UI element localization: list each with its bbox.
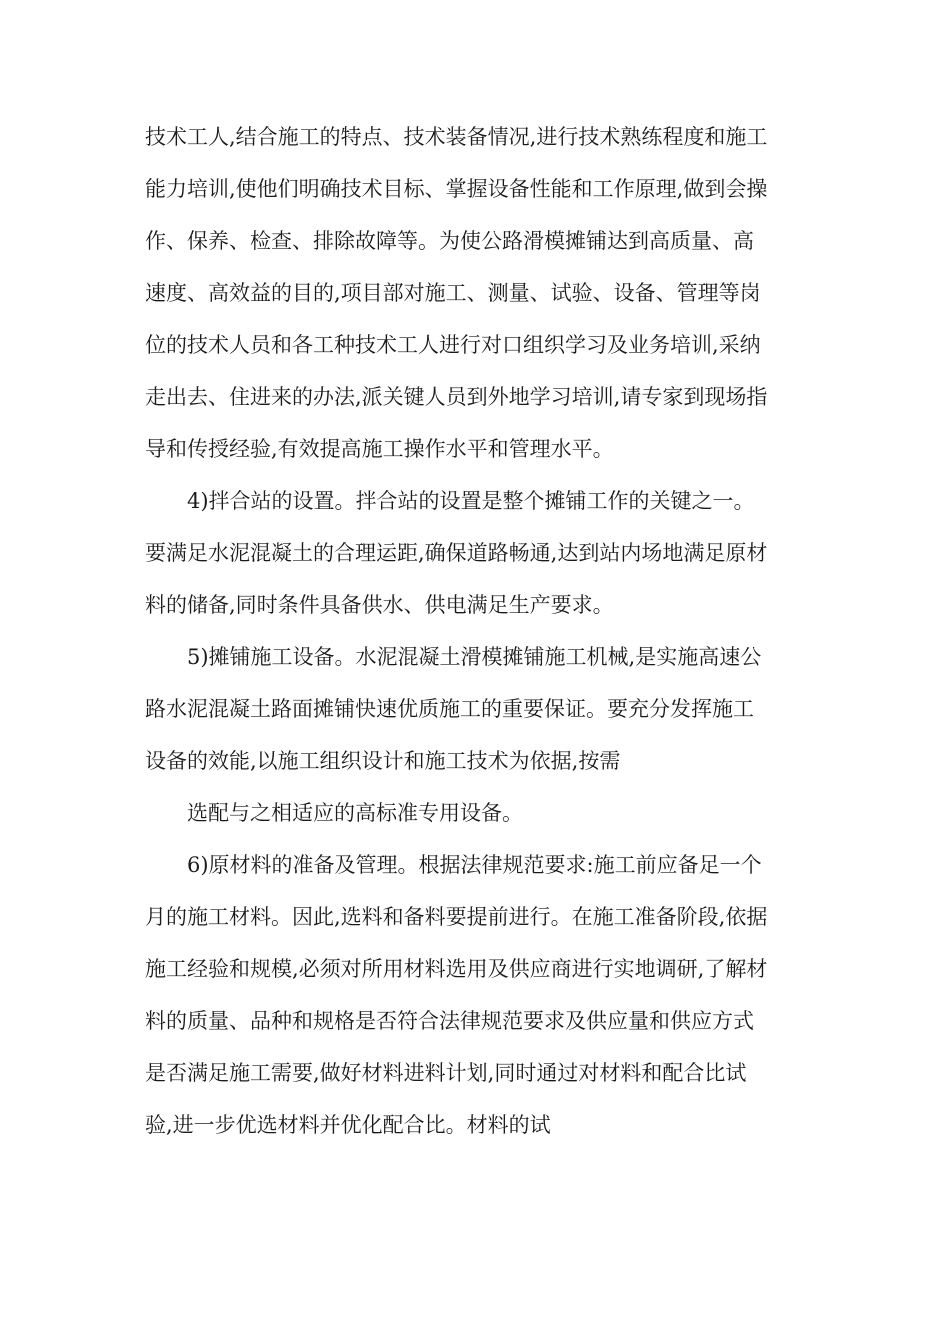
text-line: 6)原材料的准备及管理。根据法律规范要求:施工前应备足一个 <box>187 853 762 877</box>
text-line: 料的储备,同时条件具备供水、供电满足生产要求。 <box>145 593 614 617</box>
text-line: 月的施工材料。因此,选料和备料要提前进行。在施工准备阶段,依据 <box>145 905 768 929</box>
text-line: 路水泥混凝土路面摊铺快速优质施工的重要保证。要充分发挥施工 <box>145 697 754 721</box>
text-line: 5)摊铺施工设备。水泥混凝土滑模摊铺施工机械,是实施高速公 <box>187 645 762 669</box>
text-line: 作、保养、检查、排除故障等。为使公路滑模摊铺达到高质量、高 <box>145 229 754 253</box>
text-line: 走出去、住进来的办法,派关键人员到外地学习培训,请专家到现场指 <box>145 385 768 409</box>
text-line: 选配与之相适应的高标准专用设备。 <box>187 801 523 825</box>
text-line: 能力培训,使他们明确技术目标、掌握设备性能和工作原理,做到会操 <box>145 177 768 201</box>
text-line: 验,进一步优选材料并优化配合比。材料的试 <box>145 1113 551 1137</box>
text-line: 设备的效能,以施工组织设计和施工技术为依据,按需 <box>145 749 621 773</box>
text-line: 速度、高效益的目的,项目部对施工、测量、试验、设备、管理等岗 <box>145 281 761 305</box>
text-line: 是否满足施工需要,做好材料进料计划,同时通过对材料和配合比试 <box>145 1061 747 1085</box>
text-line: 料的质量、品种和规格是否符合法律规范要求及供应量和供应方式 <box>145 1009 754 1033</box>
text-line: 导和传授经验,有效提高施工操作水平和管理水平。 <box>145 437 614 461</box>
text-line: 位的技术人员和各工种技术工人进行对口组织学习及业务培训,采纳 <box>145 333 761 357</box>
text-line: 4)拌合站的设置。拌合站的设置是整个摊铺工作的关键之一。 <box>187 489 755 513</box>
text-line: 技术工人,结合施工的特点、技术装备情况,进行技术熟练程度和施工 <box>145 125 768 149</box>
text-line: 施工经验和规模,必须对所用材料选用及供应商进行实地调研,了解材 <box>145 957 768 981</box>
text-line: 要满足水泥混凝土的合理运距,确保道路畅通,达到站内场地满足原材 <box>145 541 768 565</box>
